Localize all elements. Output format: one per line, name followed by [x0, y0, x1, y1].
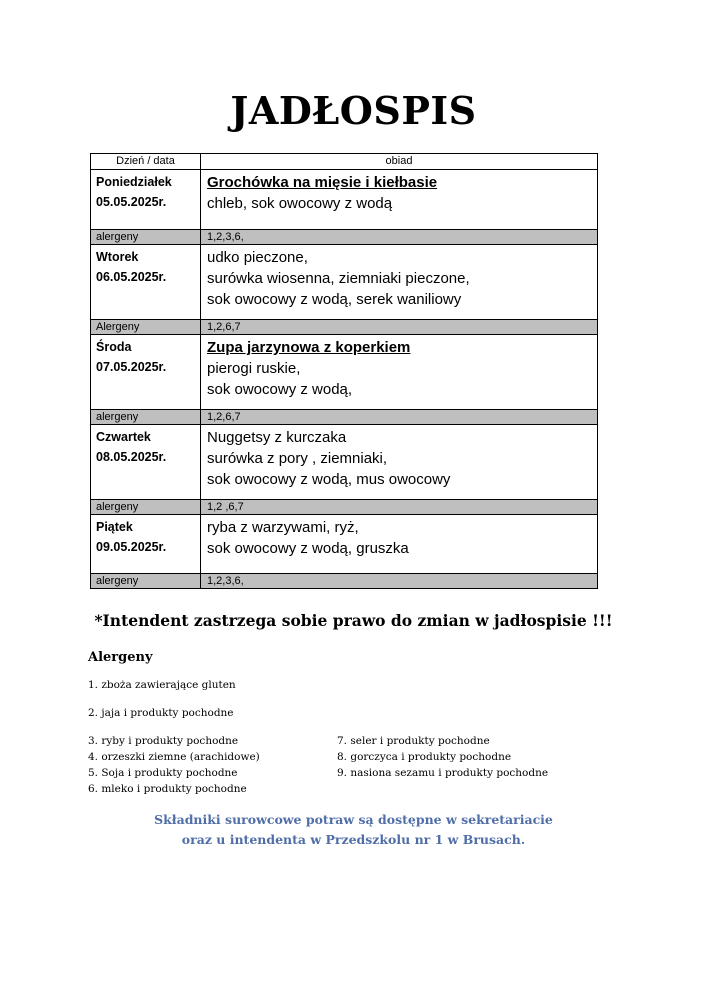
meal-line: chleb, sok owocowy z wodą	[207, 195, 393, 212]
table-row	[91, 515, 598, 574]
day-cell	[91, 245, 201, 320]
allergen-list-left	[88, 733, 260, 797]
meal-cell	[201, 425, 598, 500]
page-title: JADŁOSPIS	[230, 88, 477, 133]
footer-line: Składniki surowcowe potraw są dostępne w sekretariacie	[154, 812, 553, 827]
table-row	[91, 245, 598, 320]
menu-table	[90, 153, 598, 589]
meal-line: udko pieczone,	[207, 249, 308, 266]
allergen-label: alergeny	[91, 230, 201, 245]
allergen-codes: 1,2,3,6,	[201, 574, 598, 589]
day-date: 08.05.2025r.	[96, 450, 167, 464]
meal-line: surówka z pory , ziemniaki,	[207, 450, 388, 467]
header-day-date: Dzień / data	[91, 154, 201, 170]
list-item: 9. nasiona sezamu i produkty pochodne	[337, 767, 549, 779]
allergen-list-right	[337, 733, 548, 781]
day-date: 06.05.2025r.	[96, 270, 167, 284]
day-name: Piątek	[96, 520, 133, 534]
meal-line: pierogi ruskie,	[207, 360, 301, 377]
meal-line: sok owocowy z wodą, mus owocowy	[207, 471, 451, 488]
meal-line: surówka wiosenna, ziemniaki pieczone,	[207, 270, 470, 287]
meal-cell	[201, 170, 598, 230]
day-name: Wtorek	[96, 250, 139, 264]
meal-line: sok owocowy z wodą, gruszka	[207, 540, 409, 557]
main-dish: Grochówka na mięsie i kiełbasie	[207, 174, 438, 191]
day-cell	[91, 335, 201, 410]
list-item: 3. ryby i produkty pochodne	[88, 735, 239, 747]
list-item: 8. gorczyca i produkty pochodne	[337, 751, 512, 763]
list-item: 7. seler i produkty pochodne	[337, 735, 490, 747]
meal-line: ryba z warzywami, ryż,	[207, 519, 359, 536]
header-obiad: obiad	[201, 154, 598, 170]
meal-cell	[201, 335, 598, 410]
allergen-label: alergeny	[91, 574, 201, 589]
table-row	[91, 425, 598, 500]
allergen-codes: 1,2,6,7	[201, 320, 598, 335]
allergen-label: Alergeny	[91, 320, 201, 335]
allergen-row	[91, 574, 598, 589]
meal-cell	[201, 515, 598, 574]
table-header-row	[91, 154, 598, 170]
allergen-label: alergeny	[91, 500, 201, 515]
meal-line: Nuggetsy z kurczaka	[207, 429, 347, 446]
meal-line: sok owocowy z wodą, serek waniliowy	[207, 291, 462, 308]
list-item: 1. zboża zawierające gluten	[88, 679, 236, 691]
allergen-row	[91, 410, 598, 425]
list-item: 6. mleko i produkty pochodne	[88, 783, 247, 795]
day-date: 05.05.2025r.	[96, 195, 167, 209]
meal-line: sok owocowy z wodą,	[207, 381, 353, 398]
list-item: 5. Soja i produkty pochodne	[88, 767, 238, 779]
allergen-codes: 1,2 ,6,7	[201, 500, 598, 515]
allergen-item-2	[88, 705, 234, 721]
allergen-codes: 1,2,3,6,	[201, 230, 598, 245]
meal-cell	[201, 245, 598, 320]
day-cell	[91, 515, 201, 574]
allergens-title: Alergeny	[88, 650, 153, 665]
list-item: 4. orzeszki ziemne (arachidowe)	[88, 751, 260, 763]
allergen-row	[91, 230, 598, 245]
allergen-item-1	[88, 677, 236, 693]
change-notice: *Intendent zastrzega sobie prawo do zmian w jadłospisie !!!	[94, 611, 613, 630]
day-date: 09.05.2025r.	[96, 540, 167, 554]
day-cell	[91, 425, 201, 500]
day-name: Czwartek	[96, 430, 151, 444]
day-date: 07.05.2025r.	[96, 360, 167, 374]
day-name: Poniedziałek	[96, 175, 172, 189]
table-row	[91, 170, 598, 230]
allergen-codes: 1,2,6,7	[201, 410, 598, 425]
main-dish: Zupa jarzynowa z koperkiem	[207, 339, 411, 356]
table-row	[91, 335, 598, 410]
allergen-row	[91, 320, 598, 335]
footer-info	[0, 810, 707, 850]
day-cell	[91, 170, 201, 230]
day-name: Środa	[96, 340, 132, 354]
allergen-label: alergeny	[91, 410, 201, 425]
list-item: 2. jaja i produkty pochodne	[88, 707, 234, 719]
allergen-row	[91, 500, 598, 515]
footer-line: oraz u intendenta w Przedszkolu nr 1 w Brusach.	[181, 832, 526, 847]
